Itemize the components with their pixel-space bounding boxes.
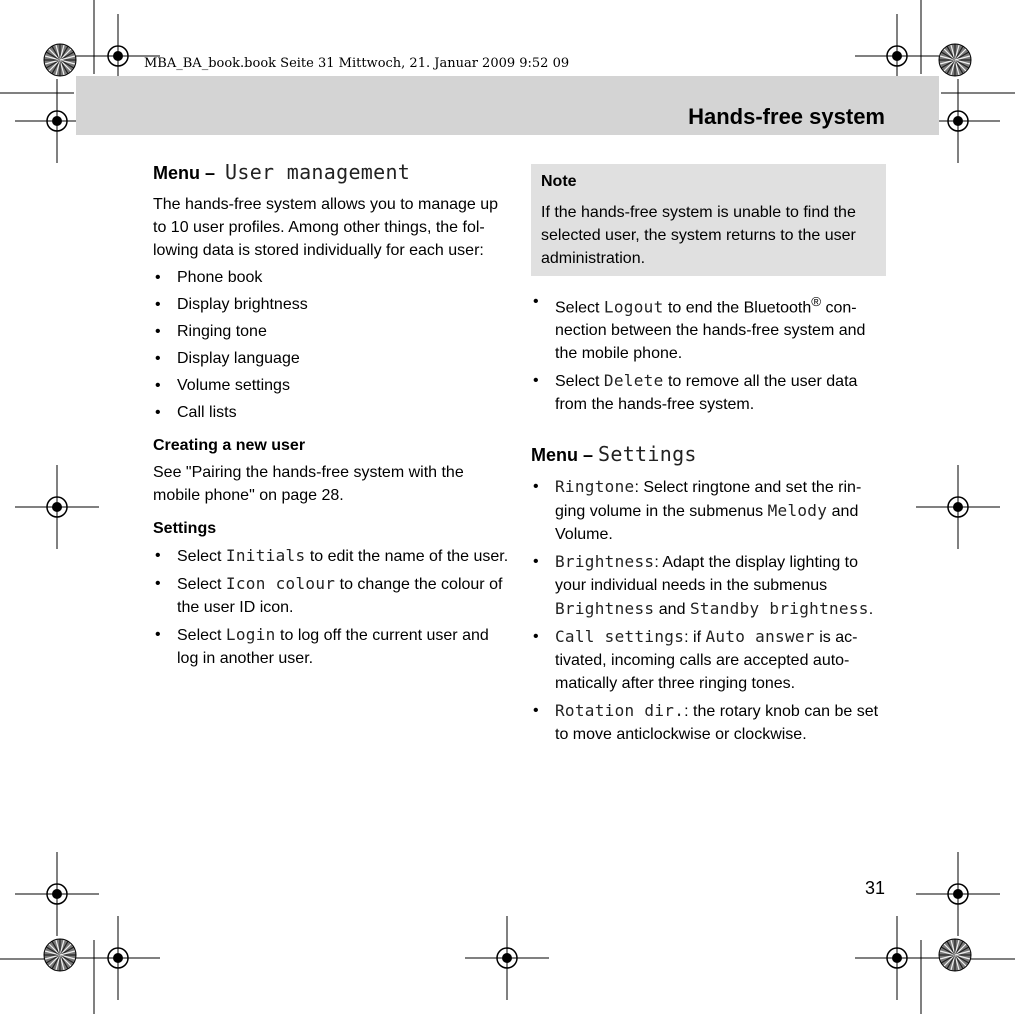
creating-user-heading: Creating a new user (153, 437, 306, 454)
right-column (531, 164, 887, 752)
registration-mark-center (52, 502, 62, 512)
list-item: • Select Delete to remove all the user data from the hands-free system. (531, 369, 887, 416)
registration-mark-center (52, 116, 62, 126)
note-box (531, 164, 886, 276)
registration-mark-center (113, 953, 123, 963)
creating-user-text: See "Pairing the hands-free system with the mobile phone" on page 28. (153, 464, 464, 504)
registration-mark-center (892, 51, 902, 61)
settings-list (153, 544, 510, 670)
list-item: • Call settings: if Auto answer is ac-tivated, incoming calls are accepted auto-matically after three ringing tones. (531, 625, 887, 695)
registration-mark-center (953, 502, 963, 512)
note-text: If the hands-free system is unable to find the selected user, the system returns to the user administration. (541, 204, 856, 267)
list-item: • Select Login to log off the current user and log in another user. (153, 623, 510, 670)
registration-mark-center (953, 889, 963, 899)
list-item: • Phone book (153, 266, 510, 289)
registration-mark-center (52, 889, 62, 899)
print-info-line: MBA_BA_book.book Seite 31 Mittwoch, 21. Januar 2009 9:52 09 (144, 56, 570, 71)
page-number: 31 (865, 878, 886, 898)
left-column (153, 158, 510, 676)
section-title: Hands-free system (688, 104, 885, 129)
user-data-list (153, 266, 510, 424)
user-management-heading: Menu – User management (153, 160, 411, 184)
list-item: • Rotation dir.: the rotary knob can be set to move anticlockwise or clockwise. (531, 699, 887, 746)
user-actions-list (531, 290, 887, 416)
list-item: • Volume settings (153, 374, 510, 397)
settings-heading: Settings (153, 520, 217, 537)
list-item: • Call lists (153, 401, 510, 424)
list-item: • Ringing tone (153, 320, 510, 343)
list-item: • Select Initials to edit the name of the user. (153, 544, 510, 568)
list-item: • Select Logout to end the Bluetooth® con-nection between the hands-free system and the mobile phone. (531, 290, 887, 365)
list-item: • Select Icon colour to change the colour of the user ID icon. (153, 572, 510, 619)
note-title: Note (541, 173, 577, 190)
intro-paragraph: The hands-free system allows you to manage up to 10 user profiles. Among other things, the fol-lowing data is stored individually for each user: (153, 196, 499, 259)
list-item: • Brightness: Adapt the display lighting to your individual needs in the submenus Brightness and Standby brightness. (531, 550, 887, 621)
list-item: • Display language (153, 347, 510, 370)
registration-mark-center (502, 953, 512, 963)
settings-menu-list (531, 475, 887, 746)
registration-mark-center (953, 116, 963, 126)
registration-mark-center (892, 953, 902, 963)
list-item: • Ringtone: Select ringtone and set the rin-ging volume in the submenus Melody and Volume. (531, 475, 887, 546)
settings-menu-heading: Menu – Settings (531, 442, 697, 467)
registration-mark-center (113, 51, 123, 61)
list-item: • Display brightness (153, 293, 510, 316)
